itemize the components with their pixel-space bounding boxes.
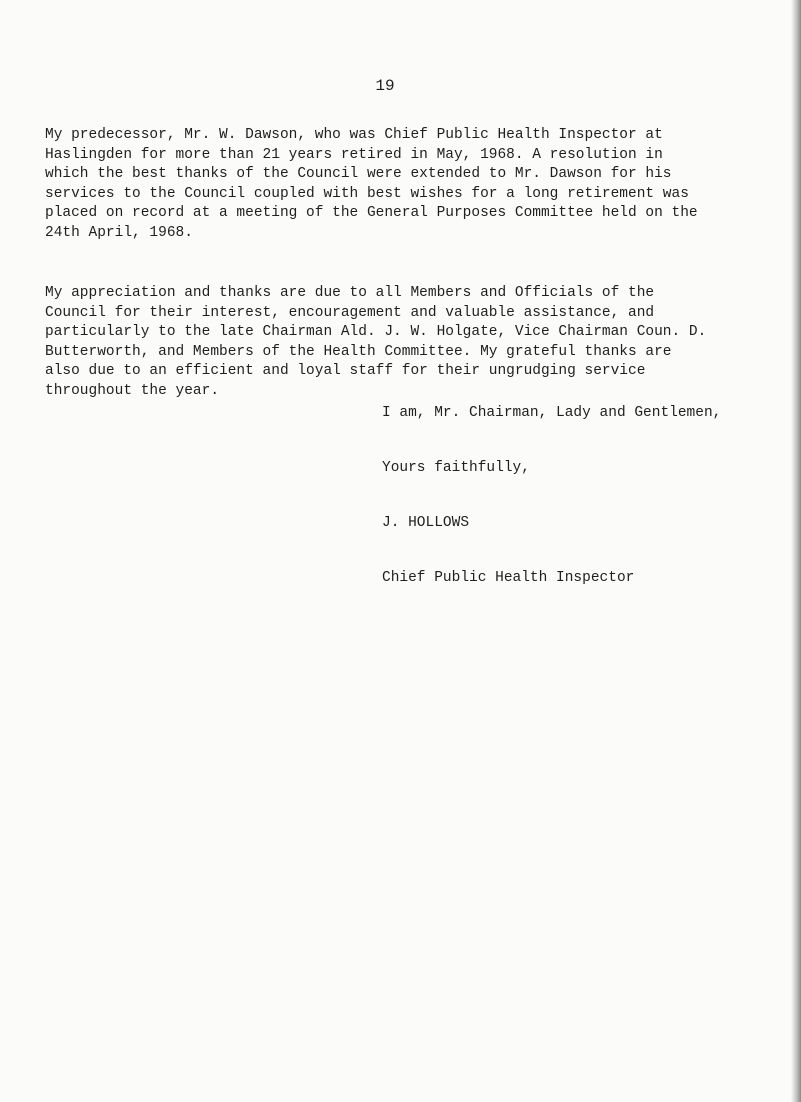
text-line: My appreciation and thanks are due to all Members and Officials of the <box>45 285 655 301</box>
page-number: 19 <box>375 77 395 95</box>
text-line: 24th April, 1968. <box>45 224 193 241</box>
closing-salutation: I am, Mr. Chairman, Lady and Gentlemen, <box>382 405 722 421</box>
text-line: which the best thanks of the Council were extended to Mr. Dawson for his <box>45 166 672 183</box>
signature-name: J. HOLLOWS <box>382 515 470 531</box>
text-line: Butterworth, and Members of the Health Committee. My grateful thanks are <box>45 343 672 360</box>
text-line: throughout the year. <box>45 382 220 399</box>
text-line: particularly to the late Chairman Ald. J. W. Holgate, Vice Chairman Coun. D. <box>45 324 707 341</box>
signature-title: Chief Public Health Inspector <box>382 570 635 586</box>
text-line: My predecessor, Mr. W. Dawson, who was Chief Public Health Inspector at <box>45 127 663 143</box>
text-line: Haslingden for more than 21 years retired in May, 1968. A resolution in <box>45 146 663 163</box>
paragraph-appreciation <box>45 284 765 402</box>
text-line: Council for their interest, encouragement and valuable assistance, and <box>45 304 655 321</box>
text-line: also due to an efficient and loyal staff for their ungrudging service <box>45 363 646 380</box>
closing-yours-faithfully: Yours faithfully, <box>382 460 530 476</box>
text-line: services to the Council coupled with best wishes for a long retirement was <box>45 185 689 202</box>
page-edge-shadow <box>791 0 801 1102</box>
text-line: placed on record at a meeting of the General Purposes Committee held on the <box>45 205 698 222</box>
paragraph-predecessor <box>45 126 765 244</box>
